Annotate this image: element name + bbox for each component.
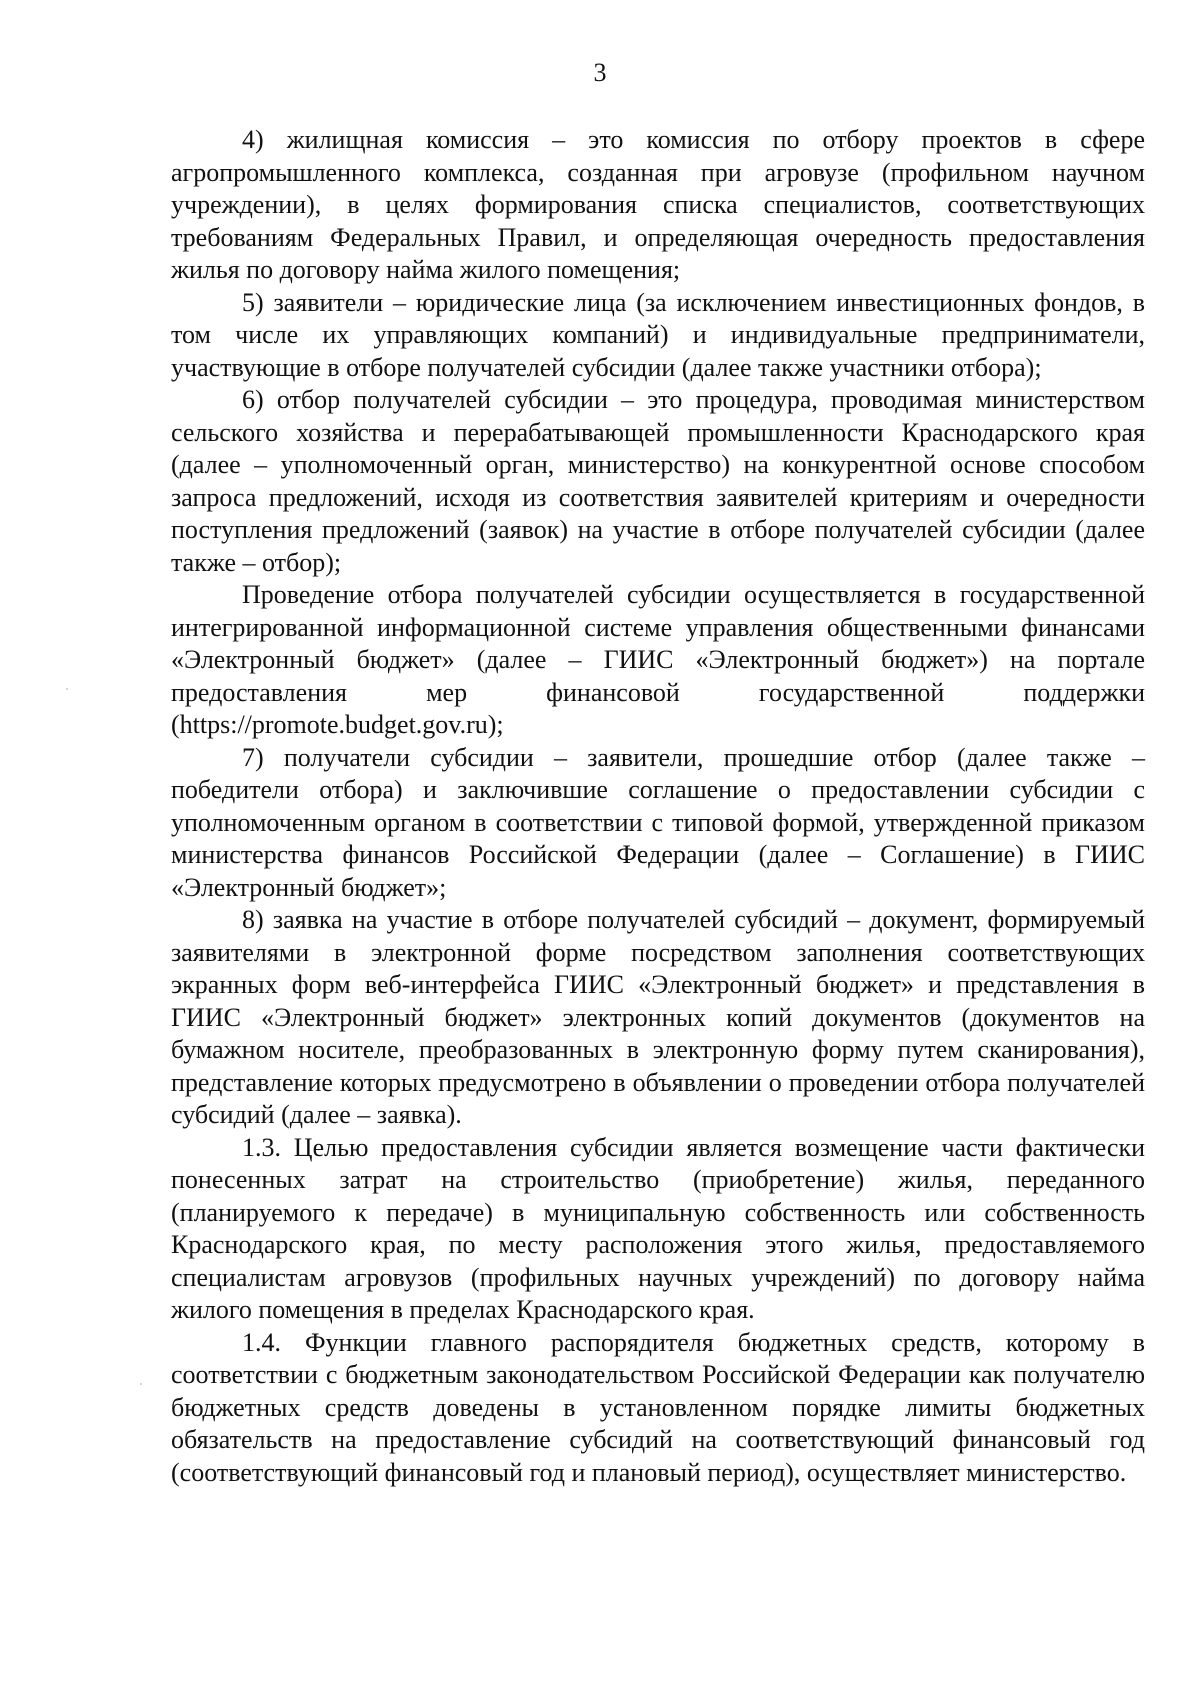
paragraph-subsidy-purpose: 1.3. Целью предоставления субсидии является возмещение части фактически понесенных затрат на строительство (приобретение) жилья, переданного (планируемого к передаче) в муниципальную собственность или собственность Краснодарского края, по месту расположения этого жилья, предоставляемого специалистам агровузов (профильных научных учреждений) по договору найма жилого помещения в пределах Краснодарского края. bbox=[171, 1132, 1145, 1324]
paragraph-application: 8) заявка на участие в отборе получателей субсидий – документ, формируемый заявителями в электронной форме посредством заполнения соответствующих экранных форм веб-интерфейса ГИИС «Электронный бюджет» и представления в ГИИС «Электронный бюджет» электронных копий документов (документов на бумажном носителе, преобразованных в электронную форму путем сканирования), представление которых предусмотрено в объявлении о проведении отбора получателей субсидий (далее – заявка). bbox=[171, 905, 1145, 1129]
scan-speck bbox=[140, 1383, 142, 1385]
paragraph-recipients: 7) получатели субсидии – заявители, прошедшие отбор (далее также – победители отбора) и заключившие соглашение о предоставлении субсидии с уполномоченным органом в соответствии с типовой формой, утвержденной приказом министерства финансов Российской Федерации (далее – Соглашение) в ГИИС «Электронный бюджет»; bbox=[171, 742, 1145, 902]
paragraph-housing-commission: 4) жилищная комиссия – это комиссия по отбору проектов в сфере агропромышленного комплекса, созданная при агровузе (профильном научном учреждении), в целях формирования списка специалистов, соответствующих требованиям Федеральных Правил, и определяющая очередность предоставления жилья по договору найма жилого помещения; bbox=[171, 125, 1145, 284]
paragraph-applicants: 5) заявители – юридические лица (за исключением инвестиционных фондов, в том числе их управляющих компаний) и индивидуальные предприниматели, участвующие в отборе получателей субсидии (далее также участники отбора); bbox=[171, 287, 1145, 382]
paragraph-selection-conduct: Проведение отбора получателей субсидии осуществляется в государственной интегрированной информационной системе управления общественными финансами «Электронный бюджет» (далее – ГИИС «Электронный бюджет») на портале предоставления мер финансовой государственной поддержки (https://promote.budget.gov.ru); bbox=[171, 580, 1145, 739]
paragraph-selection: 6) отбор получателей субсидии – это процедура, проводимая министерством сельского хозяйства и перерабатывающей промышленности Краснодарского края (далее – уполномоченный орган, министерство) на конкурентной основе способом запроса предложений, исходя из соответствия заявителей критериям и очередности поступления предложений (заявок) на участие в отборе получателей субсидии (далее также – отбор); bbox=[171, 385, 1145, 577]
document-body bbox=[171, 124, 1145, 1489]
paragraph-budget-functions: 1.4. Функции главного распорядителя бюджетных средств, которому в соответствии с бюджетным законодательством Российской Федерации как получателю бюджетных средств доведены в установленном порядке лимиты бюджетных обязательств на предоставление субсидий на соответствующий финансовый год (соответствующий финансовый год и плановый период), осуществляет министерство. bbox=[171, 1327, 1145, 1487]
scan-speck bbox=[66, 688, 68, 690]
page-number: 3 bbox=[593, 58, 607, 87]
